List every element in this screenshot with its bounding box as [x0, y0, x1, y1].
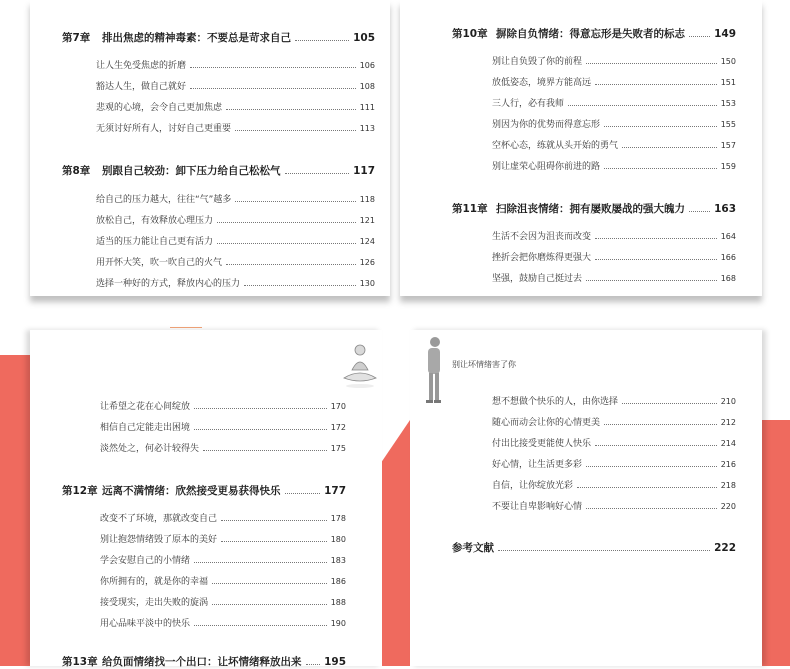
toc-item[interactable]: 随心而动会让你的心情更美 212 — [492, 418, 736, 428]
meditating-person-icon — [340, 342, 380, 390]
toc-item[interactable]: 给自己的压力越大，往往“气”越多 118 — [96, 195, 375, 205]
toc-item[interactable]: 淡然处之，何必计较得失 175 — [100, 444, 346, 454]
toc-page-bottom-right — [410, 330, 762, 666]
toc-item[interactable]: 想不想做个快乐的人，由你选择 210 — [492, 397, 736, 407]
toc-item[interactable]: 不要让自卑影响好心情 220 — [492, 502, 736, 512]
toc-item[interactable]: 你所拥有的，就是你的幸福 186 — [100, 577, 346, 587]
toc-page-top-right — [400, 0, 762, 296]
toc-item[interactable]: 空杯心态，练就从头开始的勇气 157 — [492, 141, 736, 151]
toc-item[interactable]: 别让自负毁了你的前程 150 — [492, 57, 736, 67]
toc-item[interactable]: 生活不会因为沮丧而改变 164 — [492, 232, 736, 242]
toc-item[interactable]: 学会安慰自己的小情绪 183 — [100, 556, 346, 566]
toc-item[interactable]: 选择一种好的方式，释放内心的压力 130 — [96, 279, 375, 289]
toc-item[interactable]: 用心品味平淡中的快乐 190 — [100, 619, 346, 629]
toc-item[interactable]: 改变不了环境，那就改变自己 178 — [100, 514, 346, 524]
toc-item[interactable]: 三人行，必有我师 153 — [492, 99, 736, 109]
toc-chapter[interactable]: 第8章 别跟自己较劲：卸下压力给自己松松气 117 — [62, 165, 375, 177]
toc-references[interactable]: 参考文献 222 — [452, 542, 736, 554]
toc-item[interactable]: 别因为你的优势而得意忘形 155 — [492, 120, 736, 130]
toc-item[interactable]: 无须讨好所有人，讨好自己更重要 113 — [96, 124, 375, 134]
toc-chapter[interactable]: 第10章 摒除自负情绪：得意忘形是失败者的标志 149 — [452, 28, 736, 40]
toc-item[interactable]: 别让虚荣心阻碍你前进的路 159 — [492, 162, 736, 172]
toc-item[interactable]: 让人生免受焦虑的折磨 106 — [96, 61, 375, 71]
toc-item[interactable]: 相信自己定能走出困境 172 — [100, 423, 346, 433]
toc-chapter[interactable]: 第13章 给负面情绪找一个出口：让坏情绪释放出来 195 — [62, 656, 346, 668]
toc-item[interactable]: 豁达人生，做自己就好 108 — [96, 82, 375, 92]
toc-item[interactable]: 挫折会把你磨炼得更强大 166 — [492, 253, 736, 263]
toc-chapter[interactable]: 第11章 扫除沮丧情绪：拥有屡败屡战的强大魄力 163 — [452, 203, 736, 215]
toc-item[interactable]: 放低姿态，境界方能高远 151 — [492, 78, 736, 88]
toc-item[interactable]: 付出比接受更能使人快乐 214 — [492, 439, 736, 449]
toc-item[interactable]: 坚强，鼓励自己挺过去 168 — [492, 274, 736, 284]
toc-chapter[interactable]: 第7章 排出焦虑的精神毒素：不要总是苛求自己 105 — [62, 32, 375, 44]
toc-item[interactable]: 放松自己，有效释放心理压力 121 — [96, 216, 375, 226]
toc-item[interactable]: 好心情，让生活更多彩 216 — [492, 460, 736, 470]
toc-item[interactable]: 别让抱怨情绪毁了原本的美好 180 — [100, 535, 346, 545]
toc-page-bottom-left — [30, 330, 382, 666]
walking-person-icon — [420, 334, 446, 406]
toc-item[interactable]: 悲观的心境，会令自己更加焦虑 111 — [96, 103, 375, 113]
toc-item[interactable]: 自信，让你绽放光彩 218 — [492, 481, 736, 491]
toc-item[interactable]: 用开怀大笑，吹一吹自己的火气 126 — [96, 258, 375, 268]
toc-page-top-left — [30, 0, 390, 296]
running-head: 别让坏情绪害了你 — [452, 360, 516, 369]
toc-item[interactable]: 适当的压力能让自己更有活力 124 — [96, 237, 375, 247]
toc-chapter[interactable]: 第12章 远离不满情绪：欣然接受更易获得快乐 177 — [62, 485, 346, 497]
decorative-orange-line — [170, 327, 202, 328]
toc-item[interactable]: 接受现实，走出失败的旋涡 188 — [100, 598, 346, 608]
toc-item[interactable]: 让希望之花在心间绽放 170 — [100, 402, 346, 412]
